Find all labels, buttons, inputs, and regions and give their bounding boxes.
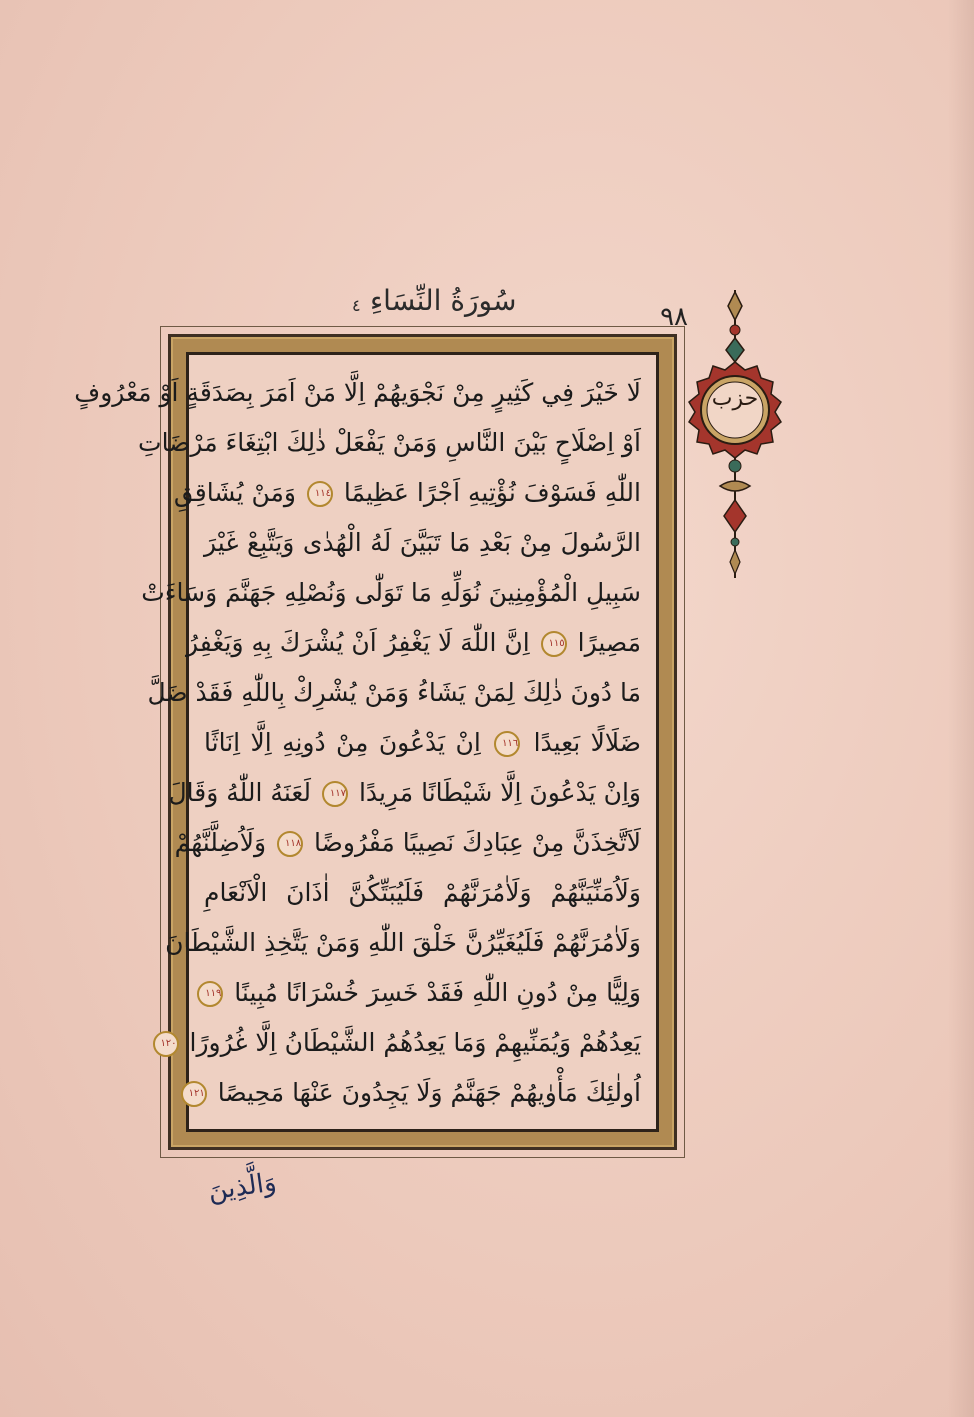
verse-line (185, 620, 641, 666)
verse-text: وَلَاُضِلَّنَّهُمْ (174, 828, 267, 857)
verse-text: اِنَّ اللّٰهَ لَا يَغْفِرُ اَنْ يُشْرَكَ بِهِ وَيَغْفِرُ (185, 628, 530, 657)
verse-line (174, 820, 641, 866)
verse-text: وَاِنْ يَدْعُونَ اِلَّا شَيْطَانًا مَرِيدًا (358, 778, 641, 807)
verse-line (165, 920, 641, 966)
ayah-marker: ١١٨ (277, 831, 303, 857)
verse-text: يَعِدُهُمْ وَيُمَنِّيهِمْ وَمَا يَعِدُهُمُ الشَّيْطَانُ اِلَّا غُرُورًا (189, 1028, 641, 1057)
surah-number: ٤ (352, 296, 361, 315)
ayah-marker: ١١٥ (541, 631, 567, 657)
hizb-ornament (690, 290, 780, 580)
verse-line (168, 770, 641, 816)
verse-line (74, 370, 641, 416)
verse-text: وَلَاٰمُرَنَّهُمْ فَلَيُغَيِّرُنَّ خَلْقَ اللّٰهِ وَمَنْ يَتَّخِذِ الشَّيْطَانَ (165, 928, 641, 957)
verse-text: وَلِيًّا مِنْ دُونِ اللّٰهِ فَقَدْ خَسِرَ خُسْرَانًا مُبِينًا (234, 978, 641, 1007)
verse-line (204, 720, 641, 766)
surah-title: سُورَةُ النِّسَاءِ (370, 284, 517, 317)
verse-text: لَعَنَهُ اللّٰهُ وَقَالَ (168, 778, 312, 807)
verse-text: اللّٰهِ فَسَوْفَ نُؤْتِيهِ اَجْرًا عَظِيمًا (343, 478, 641, 507)
verse-text: وَلَاُمَنِّيَنَّهُمْ وَلَاٰمُرَنَّهُمْ فَلَيُبَتِّكُنَّ اٰذَانَ الْاَنْعَامِ (204, 878, 641, 907)
verse-text: لَاَتَّخِذَنَّ مِنْ عِبَادِكَ نَصِيبًا مَفْرُوضًا (314, 828, 641, 857)
verse-line (141, 570, 641, 616)
verse-line (204, 520, 641, 566)
verse-text: ضَلَالًا بَعِيدًا (533, 728, 641, 757)
verse-line (147, 670, 641, 716)
verse-line (160, 1020, 641, 1066)
verse-text: مَا دُونَ ذٰلِكَ لِمَنْ يَشَاءُ وَمَنْ يُشْرِكْ بِاللّٰهِ فَقَدْ ضَلَّ (147, 678, 641, 707)
ayah-marker: ١٢١ (181, 1081, 207, 1107)
verse-text: اَوْ اِصْلَاحٍ بَيْنَ النَّاسِ وَمَنْ يَفْعَلْ ذٰلِكَ ابْتِغَاءَ مَرْضَاتِ (138, 428, 641, 457)
hizb-ornament-icon (690, 290, 780, 580)
verse-text: وَمَنْ يُشَاقِقِ (173, 478, 297, 507)
verse-line (188, 1070, 641, 1116)
page-header (320, 282, 700, 332)
verse-line (204, 970, 641, 1016)
ayah-marker: ١١٤ (307, 481, 333, 507)
ayah-marker: ١١٦ (494, 731, 520, 757)
catchword: وَالَّذِينَ (206, 1167, 279, 1207)
verse-text: اُولٰئِكَ مَأْوٰيهُمْ جَهَنَّمُ وَلَا يَجِدُونَ عَنْهَا مَحِيصًا (217, 1078, 641, 1107)
verse-line (204, 870, 641, 916)
ayah-marker: ١١٩ (197, 981, 223, 1007)
verse-text: لَا خَيْرَ فِي كَثِيرٍ مِنْ نَجْوَيهُمْ اِلَّا مَنْ اَمَرَ بِصَدَقَةٍ اَوْ مَعْرُوفٍ (74, 378, 641, 407)
verse-text: مَصِيرًا (577, 628, 641, 657)
verse-text-block (74, 370, 641, 1118)
verse-text: اِنْ يَدْعُونَ مِنْ دُونِهِ اِلَّا اِنَاثًا (204, 728, 481, 757)
ayah-marker: ١١٧ (322, 781, 348, 807)
hizb-label: حزب (711, 386, 759, 411)
page-edge-shadow (948, 0, 974, 1417)
page-number: ٩٨ (660, 302, 688, 332)
verse-text: سَبِيلِ الْمُؤْمِنِينَ نُوَلِّهِ مَا تَوَلّٰى وَنُصْلِهِ جَهَنَّمَ وَسَاءَتْ (141, 578, 641, 607)
verse-line (138, 420, 641, 466)
verse-text: الرَّسُولَ مِنْ بَعْدِ مَا تَبَيَّنَ لَهُ الْهُدٰى وَيَتَّبِعْ غَيْرَ (204, 528, 641, 557)
verse-line (173, 470, 641, 516)
ayah-marker: ١٢٠ (153, 1031, 179, 1057)
